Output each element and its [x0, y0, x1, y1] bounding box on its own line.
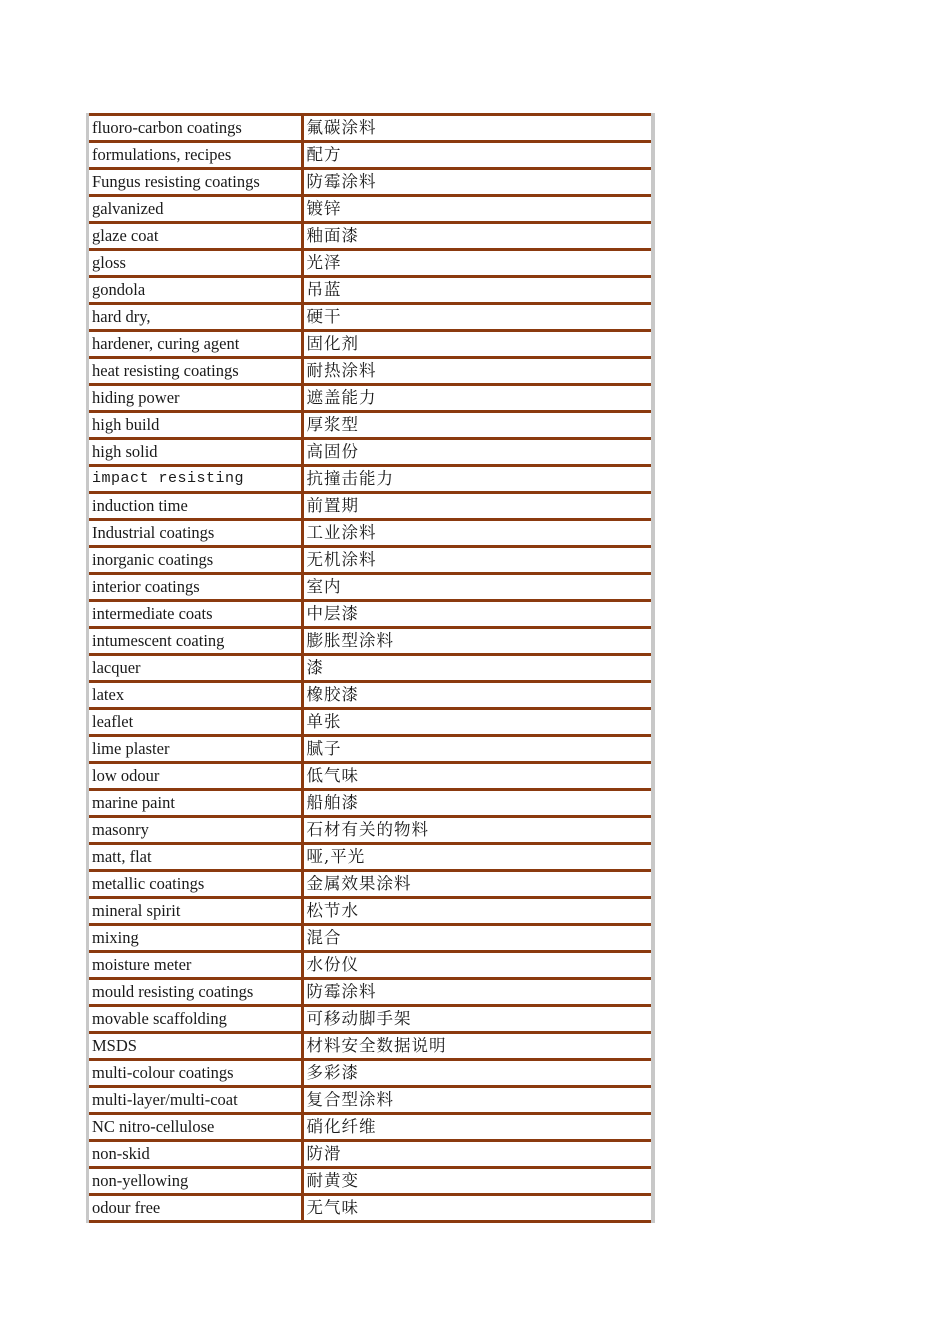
- glossary-row: [89, 898, 651, 925]
- chinese-term: 遮盖能力: [302, 385, 651, 412]
- glossary-row: [89, 385, 651, 412]
- chinese-term: 吊蓝: [302, 277, 651, 304]
- glossary-row: [89, 223, 651, 250]
- glossary-row: [89, 817, 651, 844]
- chinese-term: 低气味: [302, 763, 651, 790]
- chinese-term: 腻子: [302, 736, 651, 763]
- glossary-row: [89, 358, 651, 385]
- chinese-term: 氟碳涂料: [302, 115, 651, 142]
- glossary-row: [89, 196, 651, 223]
- glossary-row: [89, 412, 651, 439]
- chinese-term: 配方: [302, 142, 651, 169]
- chinese-term: 固化剂: [302, 331, 651, 358]
- chinese-term: 船舶漆: [302, 790, 651, 817]
- english-term: multi-layer/multi-coat: [89, 1087, 302, 1114]
- glossary-row: [89, 466, 651, 493]
- glossary-row: [89, 493, 651, 520]
- english-term: induction time: [89, 493, 302, 520]
- glossary-row: [89, 115, 651, 142]
- glossary-body: [89, 115, 651, 1222]
- glossary-row: [89, 1060, 651, 1087]
- chinese-term: 水份仪: [302, 952, 651, 979]
- english-term: NC nitro-cellulose: [89, 1114, 302, 1141]
- chinese-term: 硬干: [302, 304, 651, 331]
- glossary-row: [89, 304, 651, 331]
- english-term: intermediate coats: [89, 601, 302, 628]
- glossary-row: [89, 439, 651, 466]
- chinese-term: 镀锌: [302, 196, 651, 223]
- english-term: marine paint: [89, 790, 302, 817]
- english-term: interior coatings: [89, 574, 302, 601]
- glossary-row: [89, 979, 651, 1006]
- english-term: heat resisting coatings: [89, 358, 302, 385]
- english-term: Fungus resisting coatings: [89, 169, 302, 196]
- chinese-term: 光泽: [302, 250, 651, 277]
- chinese-term: 工业涂料: [302, 520, 651, 547]
- glossary-row: [89, 1141, 651, 1168]
- chinese-term: 高固份: [302, 439, 651, 466]
- glossary-row: [89, 574, 651, 601]
- glossary-row: [89, 520, 651, 547]
- chinese-term: 石材有关的物料: [302, 817, 651, 844]
- glossary-row: [89, 601, 651, 628]
- english-term: glaze coat: [89, 223, 302, 250]
- english-term: intumescent coating: [89, 628, 302, 655]
- chinese-term: 釉面漆: [302, 223, 651, 250]
- english-term: low odour: [89, 763, 302, 790]
- glossary-row: [89, 871, 651, 898]
- glossary-row: [89, 655, 651, 682]
- english-term: movable scaffolding: [89, 1006, 302, 1033]
- chinese-term: 膨胀型涂料: [302, 628, 651, 655]
- english-term: MSDS: [89, 1033, 302, 1060]
- english-term: leaflet: [89, 709, 302, 736]
- glossary-row: [89, 1195, 651, 1222]
- glossary-row: [89, 709, 651, 736]
- english-term: hiding power: [89, 385, 302, 412]
- chinese-term: 混合: [302, 925, 651, 952]
- chinese-term: 单张: [302, 709, 651, 736]
- english-term: lacquer: [89, 655, 302, 682]
- glossary-row: [89, 1033, 651, 1060]
- glossary-row: [89, 952, 651, 979]
- chinese-term: 金属效果涂料: [302, 871, 651, 898]
- english-term: gloss: [89, 250, 302, 277]
- chinese-term: 硝化纤维: [302, 1114, 651, 1141]
- english-term: high build: [89, 412, 302, 439]
- chinese-term: 材料安全数据说明: [302, 1033, 651, 1060]
- chinese-term: 防霉涂料: [302, 979, 651, 1006]
- english-term: mould resisting coatings: [89, 979, 302, 1006]
- english-term: latex: [89, 682, 302, 709]
- chinese-term: 耐热涂料: [302, 358, 651, 385]
- glossary-row: [89, 763, 651, 790]
- english-term: mixing: [89, 925, 302, 952]
- glossary-row: [89, 844, 651, 871]
- glossary-row: [89, 547, 651, 574]
- english-term: fluoro-carbon coatings: [89, 115, 302, 142]
- english-term: hardener, curing agent: [89, 331, 302, 358]
- chinese-term: 橡胶漆: [302, 682, 651, 709]
- glossary-grid: [89, 113, 651, 1223]
- chinese-term: 复合型涂料: [302, 1087, 651, 1114]
- english-term: multi-colour coatings: [89, 1060, 302, 1087]
- chinese-term: 防霉涂料: [302, 169, 651, 196]
- english-term: hard dry,: [89, 304, 302, 331]
- glossary-row: [89, 1114, 651, 1141]
- chinese-term: 防滑: [302, 1141, 651, 1168]
- glossary-row: [89, 142, 651, 169]
- english-term: metallic coatings: [89, 871, 302, 898]
- chinese-term: 无机涂料: [302, 547, 651, 574]
- glossary-row: [89, 331, 651, 358]
- chinese-term: 漆: [302, 655, 651, 682]
- chinese-term: 耐黄变: [302, 1168, 651, 1195]
- glossary-table: [86, 113, 655, 1223]
- english-term: Industrial coatings: [89, 520, 302, 547]
- glossary-row: [89, 169, 651, 196]
- glossary-row: [89, 628, 651, 655]
- chinese-term: 可移动脚手架: [302, 1006, 651, 1033]
- glossary-row: [89, 736, 651, 763]
- english-term: non-yellowing: [89, 1168, 302, 1195]
- chinese-term: 松节水: [302, 898, 651, 925]
- english-term: formulations, recipes: [89, 142, 302, 169]
- chinese-term: 室内: [302, 574, 651, 601]
- english-term: odour free: [89, 1195, 302, 1222]
- chinese-term: 前置期: [302, 493, 651, 520]
- english-term: high solid: [89, 439, 302, 466]
- chinese-term: 中层漆: [302, 601, 651, 628]
- english-term: moisture meter: [89, 952, 302, 979]
- chinese-term: 哑,平光: [302, 844, 651, 871]
- english-term: masonry: [89, 817, 302, 844]
- glossary-row: [89, 250, 651, 277]
- english-term: mineral spirit: [89, 898, 302, 925]
- english-term: galvanized: [89, 196, 302, 223]
- glossary-row: [89, 925, 651, 952]
- chinese-term: 多彩漆: [302, 1060, 651, 1087]
- english-term: non-skid: [89, 1141, 302, 1168]
- english-term: matt, flat: [89, 844, 302, 871]
- glossary-row: [89, 1168, 651, 1195]
- glossary-row: [89, 1087, 651, 1114]
- chinese-term: 抗撞击能力: [302, 466, 651, 493]
- glossary-row: [89, 277, 651, 304]
- glossary-row: [89, 790, 651, 817]
- glossary-row: [89, 682, 651, 709]
- english-term: impact resisting: [89, 466, 302, 493]
- english-term: inorganic coatings: [89, 547, 302, 574]
- english-term: gondola: [89, 277, 302, 304]
- english-term: lime plaster: [89, 736, 302, 763]
- glossary-row: [89, 1006, 651, 1033]
- chinese-term: 厚浆型: [302, 412, 651, 439]
- chinese-term: 无气味: [302, 1195, 651, 1222]
